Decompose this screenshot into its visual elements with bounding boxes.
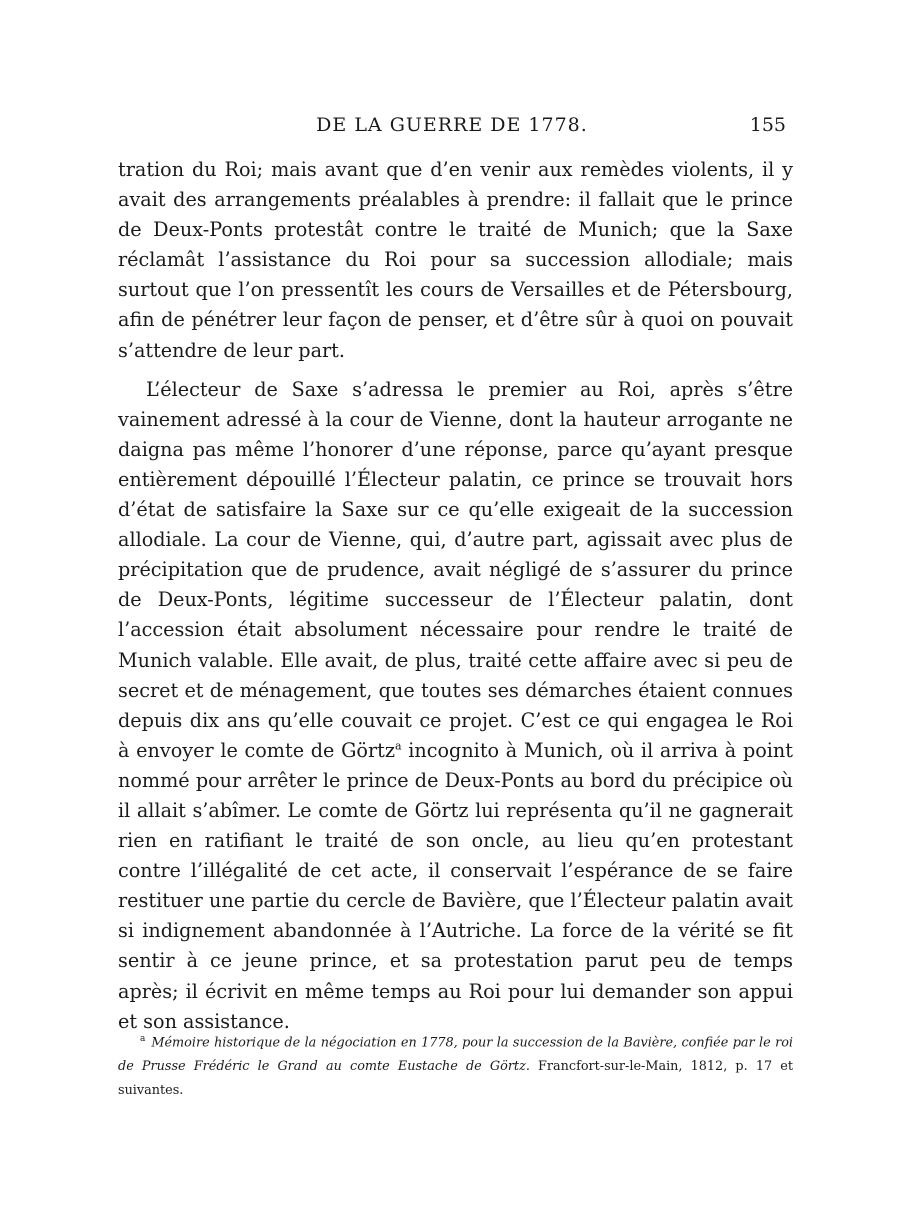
paragraph-2-text-after-note: incognito à Munich, où il arriva à point nommé pour arrêter le prince de Deux-Ponts au bord du précipice où il allait s’abîmer. Le comte de Görtz lui représenta qu’il ne gagnerait rien en ratifiant le traité de son oncle, au lieu qu’en protestant contre l’illégalité de cet acte, il conservait l’espérance de se faire restituer une partie du cercle de Bavière, que l’Électeur palatin avait si indignement abandonnée à l’Autriche. La force de la vérité se fit sentir à ce jeune prince, et sa protestation parut peu de temps après; il écrivit en même temps au Roi pour lui demander son appui et son assistance. bbox=[118, 738, 793, 1033]
paragraph-2 bbox=[118, 375, 793, 1037]
footnote-publication-info: Francfort-sur-le-Main, 1812, p. 17 et suivantes. bbox=[118, 1059, 793, 1099]
footnote-reference-mark: a bbox=[394, 739, 402, 753]
page-number: 155 bbox=[749, 114, 786, 136]
footnote bbox=[118, 1027, 793, 1103]
paragraph-1: tration du Roi; mais avant que d’en venir aux remèdes violents, il y avait des arrangements préalables à prendre: il fallait que le prince de Deux-Ponts protestât contre le traité de Munich; que la Saxe réclamât l’assistance du Roi pour sa succession allodiale; mais surtout que l’on pressentît les cours de Versailles et de Pétersbourg, afin de pénétrer leur façon de penser, et d’être sûr à quoi on pouvait s’attendre de leur part. bbox=[118, 158, 793, 362]
footnote-citation-title: Mémoire historique de la négociation en 1778, pour la succession de la Bavière, confiée par le roi de Prusse Frédéric le Grand au comte Eustache de Görtz. bbox=[118, 1035, 793, 1075]
footnote-marker: a bbox=[140, 1034, 146, 1044]
running-head: DE LA GUERRE DE 1778. bbox=[316, 114, 588, 136]
main-text bbox=[118, 155, 793, 1037]
page-header bbox=[118, 114, 786, 144]
paragraph-2-text-before-note: L’électeur de Saxe s’adressa le premier au Roi, après s’être vainement adressé à la cour de Vienne, dont la hauteur arrogante ne daigna pas même l’honorer d’une réponse, parce qu’ayant presque entièrement dépouillé l’Électeur palatin, ce prince se trouvait hors d’état de satisfaire la Saxe sur ce qu’elle exigeait de la succession allodiale. La cour de Vienne, qui, d’autre part, agissait avec plus de précipitation que de prudence, avait négligé de s’assurer du prince de Deux-Ponts, légitime successeur de l’Électeur palatin, dont l’accession était absolument nécessaire pour rendre le traité de Munich valable. Elle avait, de plus, traité cette affaire avec si peu de secret et de ménagement, que toutes ses démarches étaient connues depuis dix ans qu’elle couvait ce projet. C’est ce qui engagea le Roi à envoyer le comte de Görtz bbox=[118, 377, 793, 762]
